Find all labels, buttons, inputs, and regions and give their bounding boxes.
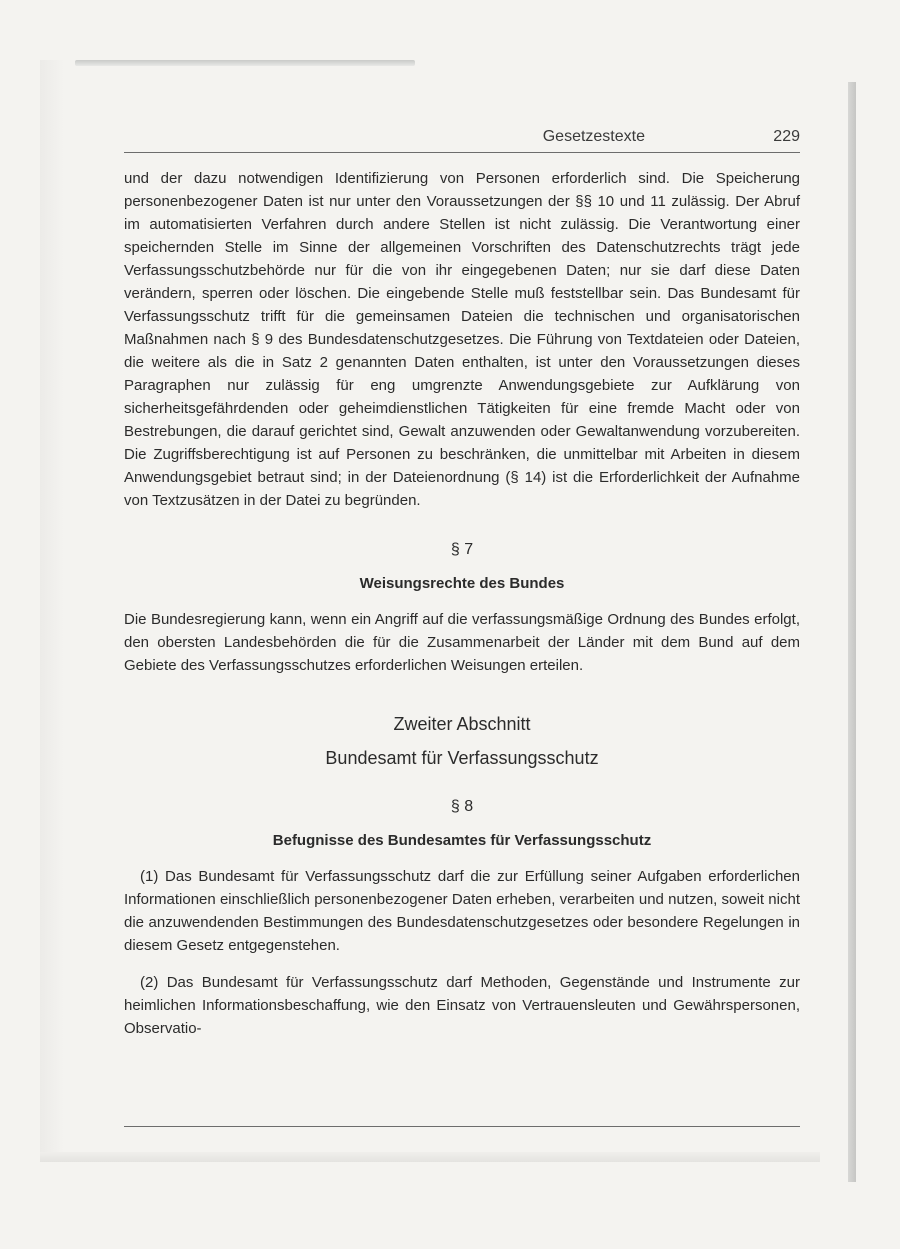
chapter-title: Bundesamt für Verfassungsschutz xyxy=(325,748,599,768)
section-7-title: Weisungsrechte des Bundes xyxy=(359,575,565,592)
running-title: Gesetzestexte xyxy=(542,128,645,145)
running-header xyxy=(124,120,800,153)
page-number: 229 xyxy=(773,128,800,145)
scan-right-edge xyxy=(848,82,856,1182)
scan-top-edge xyxy=(75,60,415,66)
scan-bottom-edge xyxy=(40,1152,820,1162)
section-8-paragraph-2: (2) Das Bundesamt für Verfassungsschutz darf Methoden, Gegenstände und Instrumente zur heimlichen Informationsbeschaffung, wie den Einsatz von Vertrauensleuten und Gewährspersonen, Observatio- xyxy=(124,974,800,1037)
section-8-mark: § 8 xyxy=(450,798,474,815)
section-8-title: Befugnisse des Bundesamtes für Verfassungsschutz xyxy=(272,832,652,849)
section-7-text: Die Bundesregierung kann, wenn ein Angriff auf die verfassungsmäßige Ordnung des Bundes erfolgt, den obersten Landesbehörden die für die Zusammenarbeit der Länder mit dem Bund auf dem Gebiete des Verfassungsschutzes erforderlichen Weisungen erteilen. xyxy=(124,611,800,674)
chapter-label: Zweiter Abschnitt xyxy=(393,714,531,734)
section-8-paragraph-1: (1) Das Bundesamt für Verfassungsschutz darf die zur Erfüllung seiner Aufgaben erforderlichen Informationen einschließlich personenbezogener Daten erheben, verarbeiten und nutzen, soweit nicht die anzuwendenden Bestimmungen des Bundesdatenschutzgesetzes oder besondere Regelungen in diesem Gesetz entgegenstehen. xyxy=(124,868,800,954)
scan-left-edge xyxy=(40,60,64,1160)
book-page xyxy=(124,120,800,1040)
intro-paragraph: und der dazu notwendigen Identifizierung von Personen erforderlich sind. Die Speicherung personenbezogener Daten ist nur unter den Voraussetzungen der §§ 10 und 11 zulässig. Der Abruf im automatisierten Verfahren durch andere Stellen ist nicht zulässig. Die Verantwortung einer speichernden Stelle im Sinne der allgemeinen Vorschriften des Datenschutzrechts trägt jede Verfassungsschutzbehörde nur für die von ihr eingegebenen Daten; nur sie darf diese Daten verändern, sperren oder löschen. Die eingebende Stelle muß feststellbar sein. Das Bundesamt für Verfassungsschutz trifft für die gemeinsamen Dateien die technischen und organisatorischen Maßnahmen nach § 9 des Bundesdatenschutzgesetzes. Die Führung von Textdateien oder Dateien, die weitere als die in Satz 2 genannten Daten enthalten, ist unter den Voraussetzungen dieses Paragraphen nur zulässig für eng umgrenzte Anwendungsgebiete zur Aufklärung von sicherheitsgefährdenden oder geheimdienstlichen Tätigkeiten für eine fremde Macht oder von Bestrebungen, die darauf gerichtet sind, Gewalt anzuwenden oder Gewaltanwendung vorzubereiten. Die Zugriffsberechtigung ist auf Personen zu beschränken, die unmittelbar mit Arbeiten in diesem Anwendungsgebiet betraut sind; in der Dateienordnung (§ 14) ist die Erforderlichkeit der Aufnahme von Textzusätzen in der Datei zu begründen. xyxy=(124,170,800,509)
bottom-rule xyxy=(124,1126,800,1127)
section-7-mark: § 7 xyxy=(450,541,474,558)
